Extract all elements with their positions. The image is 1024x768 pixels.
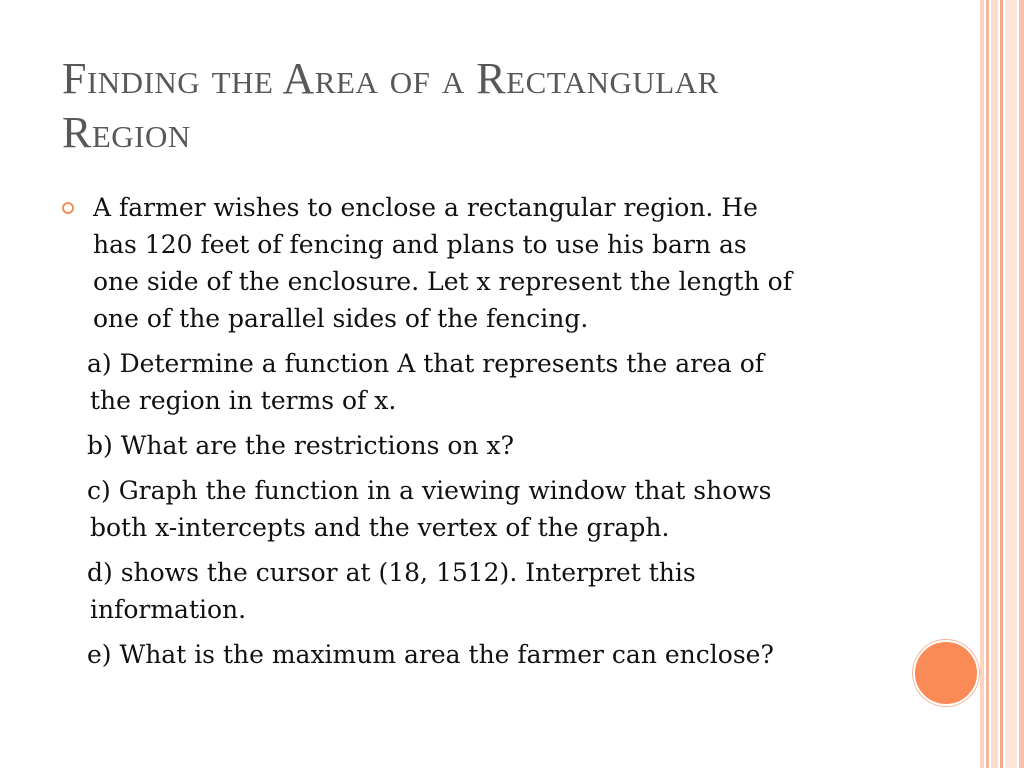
part-line: both x-intercepts and the vertex of the graph.: [90, 513, 670, 542]
decorative-stripe: [1019, 0, 1024, 768]
decorative-stripe: [991, 0, 998, 768]
question-part-e: [62, 636, 902, 673]
decorative-stripe: [986, 0, 989, 768]
decorative-stripe: [1000, 0, 1003, 768]
decorative-stripe: [1005, 0, 1017, 768]
bullet-line: one of the parallel sides of the fencing.: [93, 304, 589, 333]
bullet-line: has 120 feet of fencing and plans to use his barn as: [93, 230, 747, 259]
bullet-line: one side of the enclosure. Let x represent the length of: [93, 267, 792, 296]
question-part-d: [62, 554, 902, 628]
slide-title: [62, 52, 882, 160]
part-line: information.: [90, 595, 247, 624]
part-line: e) What is the maximum area the farmer can enclose?: [87, 640, 774, 669]
decorative-stripe: [980, 0, 984, 768]
bullet-line: A farmer wishes to enclose a rectangular region. He: [93, 193, 758, 222]
part-line: d) shows the cursor at (18, 1512). Interpret this: [87, 558, 696, 587]
accent-circle: [913, 640, 979, 706]
part-line: the region in terms of x.: [90, 386, 397, 415]
question-part-a: [62, 345, 902, 419]
part-line: b) What are the restrictions on x?: [87, 431, 515, 460]
slide-body: [62, 189, 902, 673]
part-line: a) Determine a function A that represents the area of: [87, 349, 765, 378]
title-line: Region: [62, 108, 191, 157]
bullet-circle-icon: [62, 202, 74, 214]
bullet-item: [62, 189, 902, 337]
question-part-b: [62, 427, 902, 464]
part-line: c) Graph the function in a viewing window that shows: [87, 476, 772, 505]
question-part-c: [62, 472, 902, 546]
title-line: Finding the Area of a Rectangular: [62, 54, 719, 103]
